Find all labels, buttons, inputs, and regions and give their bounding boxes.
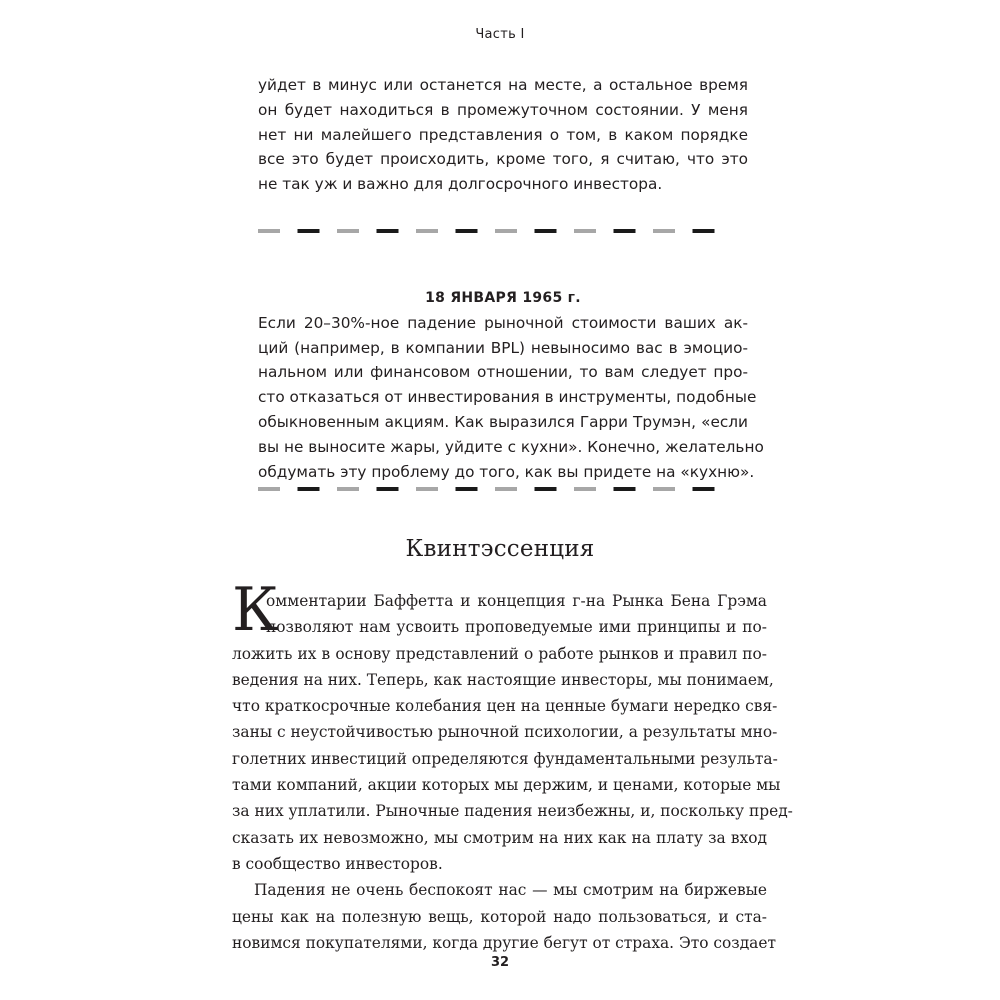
text-line: ций (например, в компании BPL) невыносимо вас в эмоцио- bbox=[258, 338, 748, 357]
text-line: ведения на них. Теперь, как настоящие инвесторы, мы понимаем, bbox=[232, 670, 774, 689]
text-line: цены как на полезную вещь, которой надо пользоваться, и ста- bbox=[232, 907, 767, 926]
text-line: ложить их в основу представлений о работе рынков и правил по- bbox=[232, 644, 767, 663]
divider-dash bbox=[574, 487, 596, 491]
text-line: уйдет в минус или останется на месте, а остальное время bbox=[258, 76, 748, 94]
divider-dash bbox=[535, 487, 557, 491]
drop-cap: К bbox=[232, 575, 279, 645]
divider-dash bbox=[693, 487, 715, 491]
section-heading: Квинтэссенция bbox=[405, 536, 595, 562]
dashed-divider bbox=[258, 487, 745, 491]
divider-dash bbox=[653, 229, 675, 233]
text-line: за них уплатили. Рыночные падения неизбежны, и, поскольку пред- bbox=[232, 802, 793, 821]
divider-dash bbox=[456, 487, 478, 491]
text-line: нальном или финансовом отношении, то вам следует про- bbox=[258, 363, 748, 382]
dashed-divider bbox=[258, 229, 745, 233]
divider-dash bbox=[456, 229, 478, 233]
page-number: 32 bbox=[490, 955, 510, 970]
divider-dash bbox=[653, 487, 675, 491]
text-line: заны с неустойчивостью рыночной психологии, а результаты мно- bbox=[232, 723, 778, 742]
text-line: новимся покупателями, когда другие бегут от страха. Это создает bbox=[232, 933, 776, 952]
section-body bbox=[232, 588, 793, 956]
divider-dash bbox=[574, 229, 596, 233]
text-line: сто отказаться от инвестирования в инструменты, подобные bbox=[258, 388, 757, 407]
divider-dash bbox=[377, 487, 399, 491]
text-line: не так уж и важно для долгосрочного инвестора. bbox=[258, 175, 663, 194]
divider-dash bbox=[258, 487, 280, 491]
text-line: все это будет происходить, кроме того, я считаю, что это bbox=[258, 150, 748, 169]
text-line: голетних инвестиций определяются фундаментальными результа- bbox=[232, 749, 778, 768]
text-line: что краткосрочные колебания цен на ценные бумаги нередко свя- bbox=[232, 697, 778, 716]
intro-paragraph bbox=[258, 73, 748, 197]
divider-dash bbox=[337, 229, 359, 233]
text-line: обыкновенным акциям. Как выразился Гарри Трумэн, «если bbox=[258, 412, 748, 431]
divider-dash bbox=[377, 229, 399, 233]
running-head: Часть I bbox=[475, 27, 525, 42]
divider-dash bbox=[693, 229, 715, 233]
text-line: в сообщество инвесторов. bbox=[232, 854, 443, 873]
text-line: сказать их невозможно, мы смотрим на них как на плату за вход bbox=[232, 828, 767, 847]
divider-dash bbox=[298, 487, 320, 491]
divider-dash bbox=[337, 487, 359, 491]
divider-dash bbox=[614, 487, 636, 491]
text-line: Падения не очень беспокоят нас — мы смотрим на биржевые bbox=[254, 881, 767, 900]
text-line: омментарии Баффетта и концепция г-на Рынка Бена Грэма bbox=[266, 592, 767, 610]
divider-dash bbox=[495, 487, 517, 491]
divider-dash bbox=[258, 229, 280, 233]
letter-excerpt bbox=[258, 286, 764, 484]
text-line: нет ни малейшего представления о том, в каком порядке bbox=[258, 125, 748, 144]
divider-dash bbox=[614, 229, 636, 233]
divider-dash bbox=[416, 487, 438, 491]
divider-dash bbox=[535, 229, 557, 233]
text-line: вы не выносите жары, уйдите с кухни». Конечно, желательно bbox=[258, 437, 764, 456]
text-line: Если 20–30%-ное падение рыночной стоимости ваших ак- bbox=[258, 313, 748, 332]
text-line: позволяют нам усвоить проповедуемые ими принципы и по- bbox=[266, 618, 767, 637]
divider-dash bbox=[416, 229, 438, 233]
divider-dash bbox=[298, 229, 320, 233]
divider-dash bbox=[495, 229, 517, 233]
letter-date: 18 ЯНВАРЯ 1965 г. bbox=[425, 290, 581, 306]
text-line: он будет находиться в промежуточном состоянии. У меня bbox=[258, 100, 748, 119]
text-line: тами компаний, акции которых мы держим, и ценами, которые мы bbox=[232, 776, 781, 795]
text-line: обдумать эту проблему до того, как вы придете на «кухню». bbox=[258, 462, 755, 481]
